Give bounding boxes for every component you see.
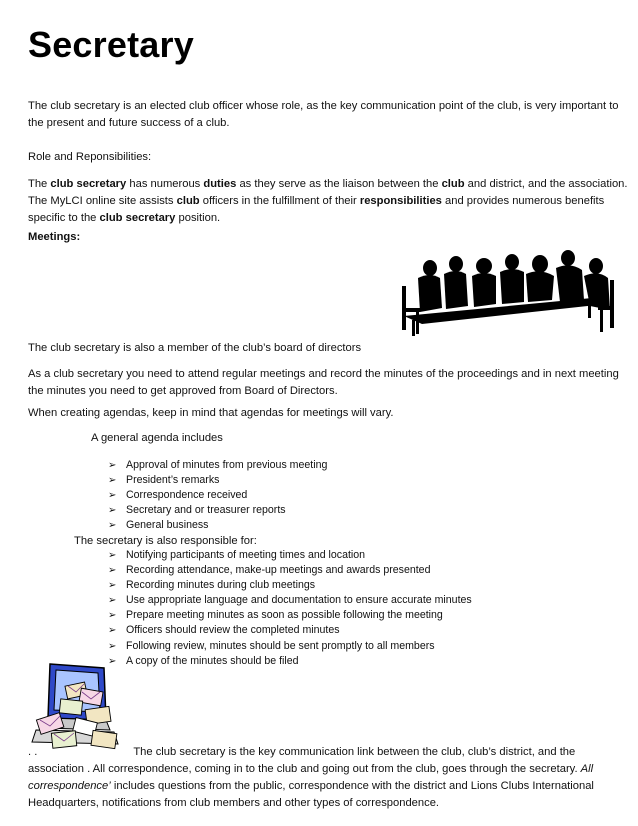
responsibilities-list — [108, 548, 472, 669]
list-item: ➢ A copy of the minutes should be filed — [108, 654, 472, 669]
agenda-heading: A general agenda includes — [91, 432, 223, 444]
arrow-bullet-icon: ➢ — [108, 490, 117, 502]
arrow-bullet-icon: ➢ — [108, 520, 117, 532]
list-item: ➢ Prepare meeting minutes as soon as possible following the meeting — [108, 608, 472, 623]
arrow-bullet-icon: ➢ — [108, 610, 117, 622]
list-item: ➢ Secretary and or treasurer reports — [108, 503, 327, 518]
list-item: ➢ Use appropriate language and documentation to ensure accurate minutes — [108, 593, 472, 608]
list-item: ➢ Recording minutes during club meetings — [108, 578, 472, 593]
arrow-bullet-icon: ➢ — [108, 460, 117, 471]
arrow-bullet-icon: ➢ — [108, 655, 117, 667]
list-item: ➢ Recording attendance, make-up meetings and awards presented — [108, 563, 472, 578]
arrow-bullet-icon: ➢ — [108, 475, 117, 487]
arrow-bullet-icon: ➢ — [108, 580, 117, 592]
list-item: ➢ Notifying participants of meeting times and location — [108, 548, 472, 563]
agenda-list — [108, 458, 327, 533]
list-item: ➢ Approval of minutes from previous meeting — [108, 458, 327, 473]
list-item: ➢ President’s remarks — [108, 473, 327, 488]
arrow-bullet-icon: ➢ — [108, 595, 117, 607]
meetings-heading: Meetings: — [28, 231, 81, 243]
arrow-bullet-icon: ➢ — [108, 550, 117, 561]
arrow-bullet-icon: ➢ — [108, 640, 117, 652]
minutes-paragraph: As a club secretary you need to attend regular meetings and record the minutes of the proceedings and in next meeting the minutes you need to get approved from Board of Directors. — [28, 368, 619, 397]
arrow-bullet-icon: ➢ — [108, 505, 117, 517]
list-item: ➢ Correspondence received — [108, 488, 327, 503]
page-title: Secretary — [28, 24, 194, 65]
meeting-clipart-icon — [392, 246, 624, 338]
board-member-line: The club secretary is also a member of the club’s board of directors — [28, 342, 362, 354]
list-item: ➢ Following review, minutes should be sent promptly to all members — [108, 639, 472, 654]
role-heading: Role and Reponsibilities: — [28, 151, 152, 163]
computer-mail-icon — [30, 658, 124, 754]
arrow-bullet-icon: ➢ — [108, 565, 117, 577]
arrow-bullet-icon: ➢ — [108, 625, 117, 637]
agendas-paragraph: When creating agendas, keep in mind that agendas for meetings will vary. — [28, 407, 394, 419]
list-item: ➢ Officers should review the completed minutes — [108, 623, 472, 638]
final-paragraph: . . The club secretary is the key communication link between the club, club’s district, and the association . All correspondence, coming in to the club and going out from the club, goes through the secretary. All correspondence’ includes questions from the public, correspondence with the district and Lions Clubs International Headquarters, notifications from club members and other types of correspondence. — [28, 746, 594, 809]
responsible-heading: The secretary is also responsible for: — [74, 535, 257, 547]
intro-paragraph: The club secretary is an elected club officer whose role, as the key communication point of the club, is very important to the present and future success of a club. — [28, 100, 619, 129]
list-item: ➢ General business — [108, 518, 327, 533]
duties-paragraph: The club secretary has numerous duties as they serve as the liaison between the club and district, and the association. The MyLCI online site assists club officers in the fulfillment of their responsibilities and provides numerous benefits specific to the club secretary position. — [28, 178, 628, 224]
